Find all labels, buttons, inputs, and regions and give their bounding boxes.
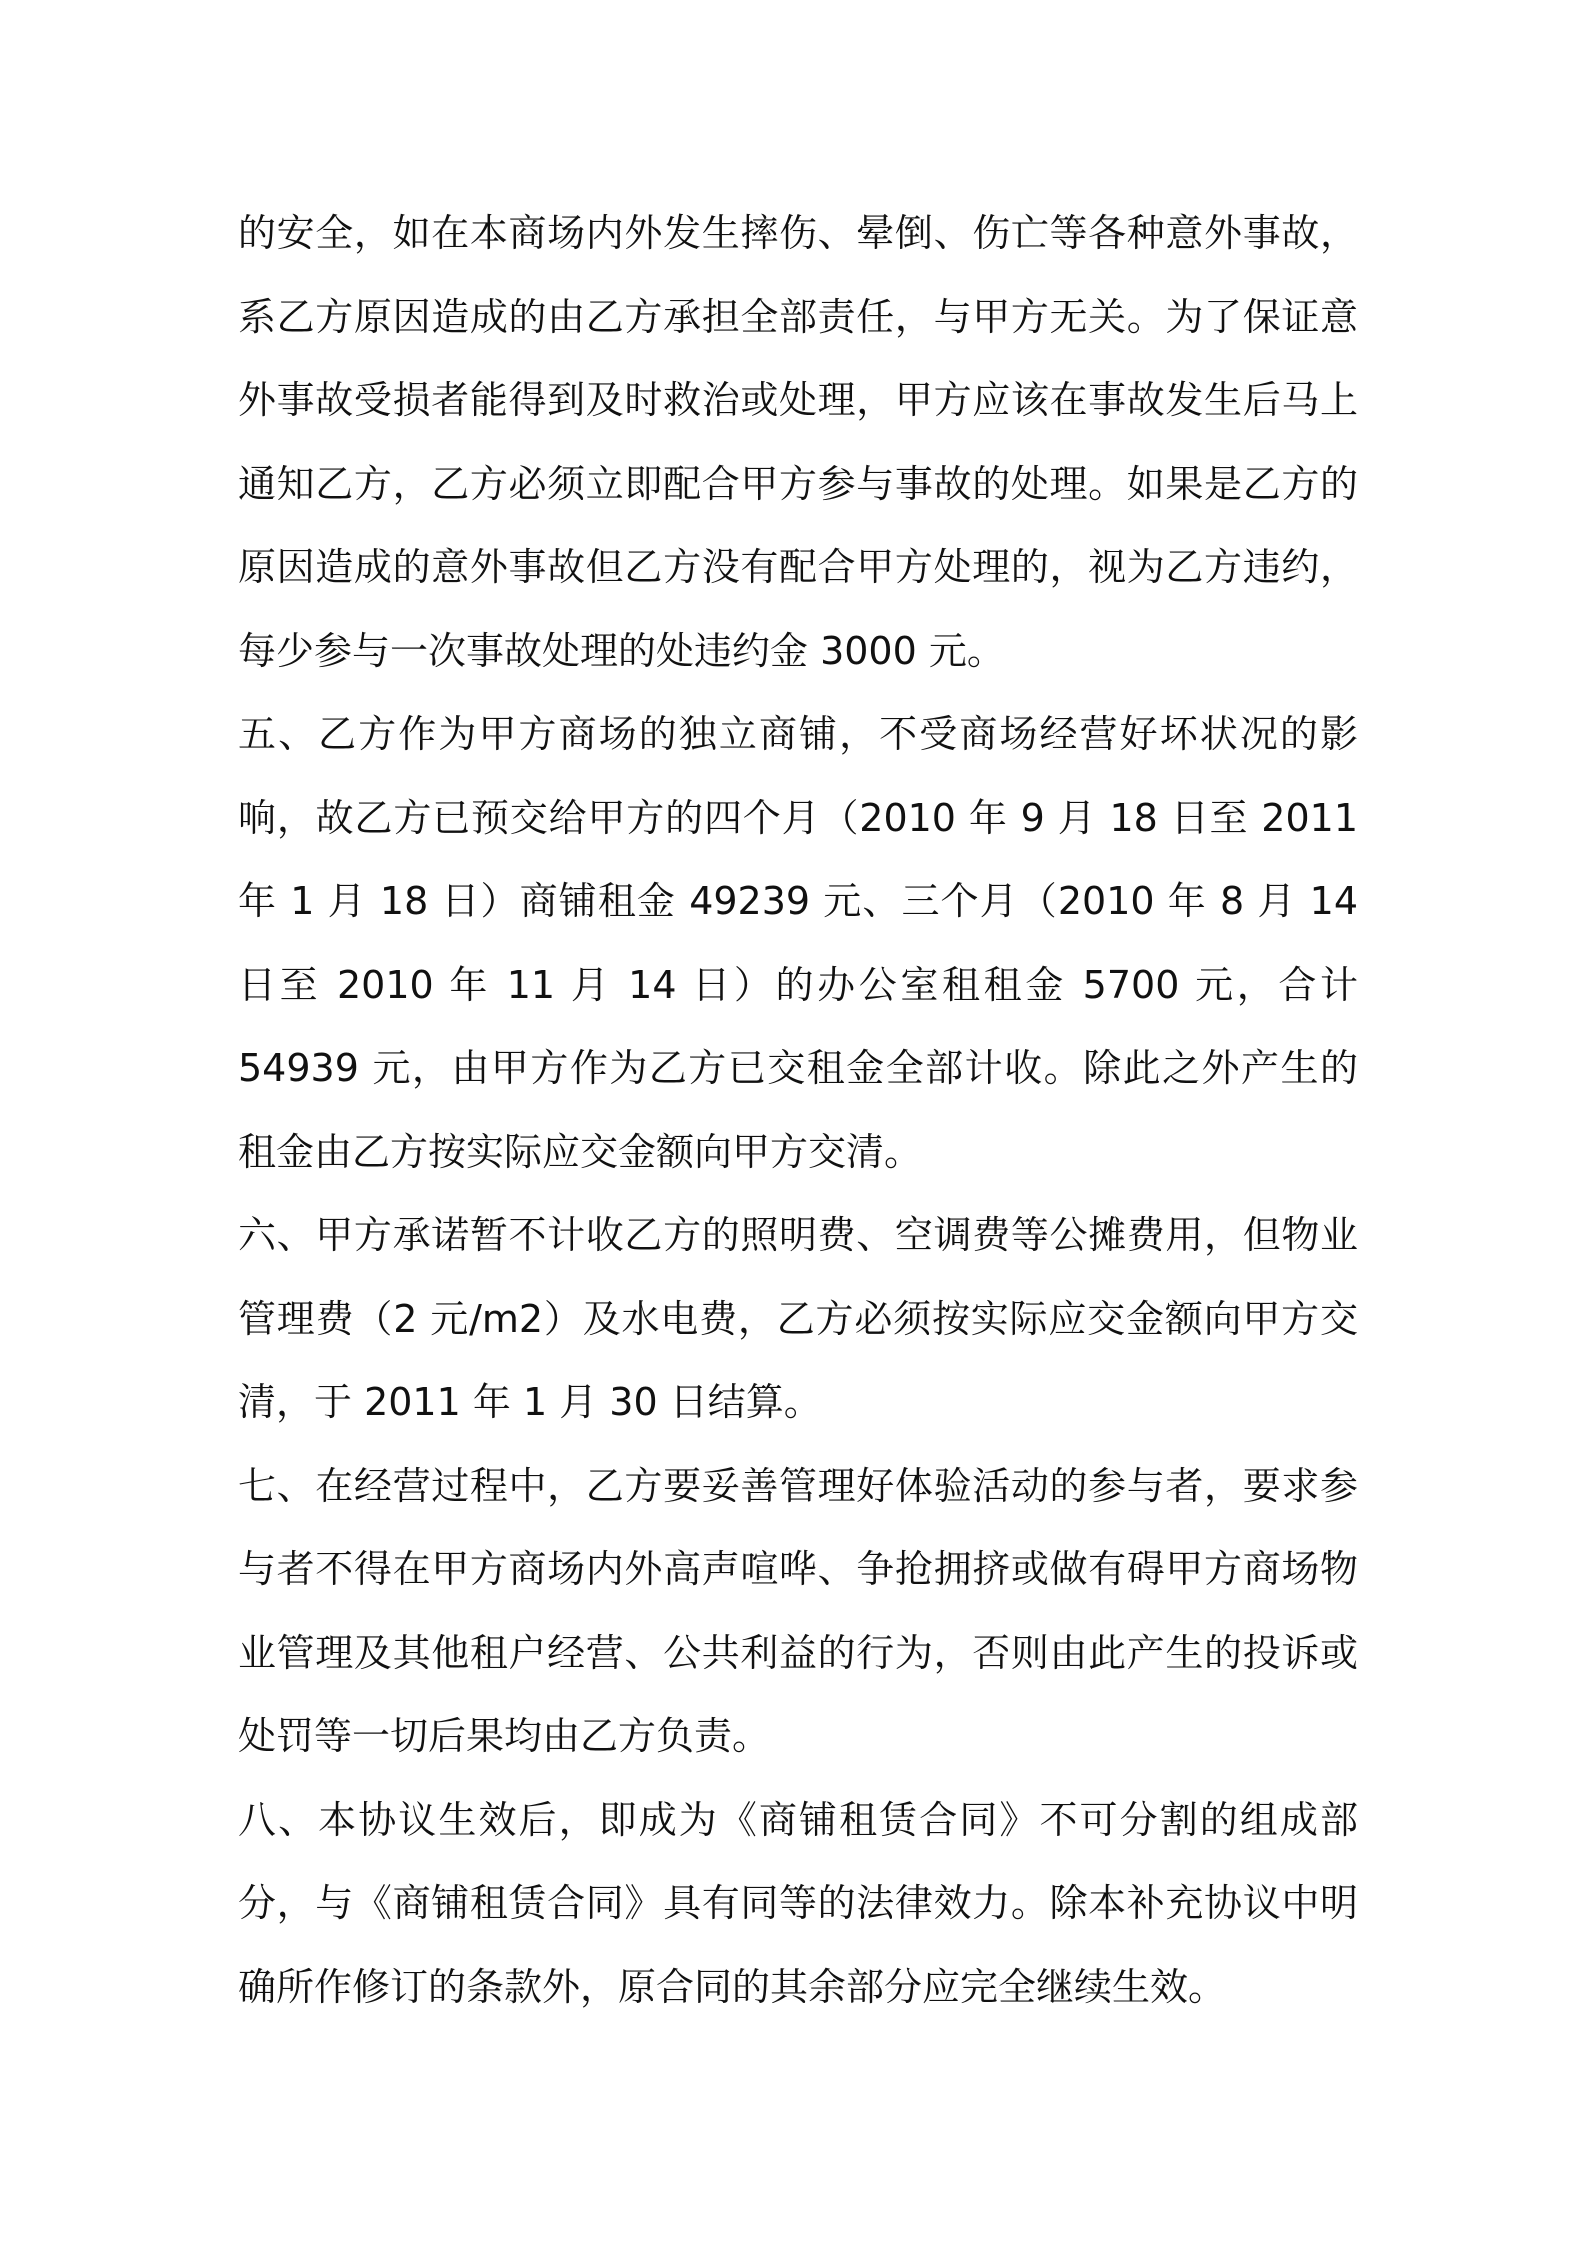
paragraph-clause-5: 五、乙方作为甲方商场的独立商铺，不受商场经营好坏状况的影响，故乙方已预交给甲方的四个月（2010 年 9 月 18 日至 2011 年 1 月 18 日）商铺租金 49239 元、三个月（2010 年 8 月 14 日至 2010 年 11 月 14 日）的办公室租租金 5700 元，合计 54939 元，由甲方作为乙方已交租金全部计收。除此之外产生的租金由乙方按实际应交金额向甲方交清。 bbox=[238, 712, 1358, 1174]
document-body bbox=[238, 192, 1358, 2029]
paragraph-clause-6: 六、甲方承诺暂不计收乙方的照明费、空调费等公摊费用，但物业管理费（2 元/m2）及水电费，乙方必须按实际应交金额向甲方交清，于 2011 年 1 月 30 日结算。 bbox=[238, 1213, 1358, 1424]
paragraph-accident-liability: 的安全，如在本商场内外发生摔伤、晕倒、伤亡等各种意外事故，系乙方原因造成的由乙方承担全部责任，与甲方无关。为了保证意外事故受损者能得到及时救治或处理，甲方应该在事故发生后马上通知乙方，乙方必须立即配合甲方参与事故的处理。如果是乙方的原因造成的意外事故但乙方没有配合甲方处理的，视为乙方违约，每少参与一次事故处理的处违约金 3000 元。 bbox=[238, 211, 1358, 673]
paragraph-clause-8: 八、本协议生效后，即成为《商铺租赁合同》不可分割的组成部分，与《商铺租赁合同》具有同等的法律效力。除本补充协议中明确所作修订的条款外，原合同的其余部分应完全继续生效。 bbox=[238, 1797, 1358, 2009]
paragraph-clause-7: 七、在经营过程中，乙方要妥善管理好体验活动的参与者，要求参与者不得在甲方商场内外高声喧哗、争抢拥挤或做有碍甲方商场物业管理及其他租户经营、公共利益的行为，否则由此产生的投诉或处罚等一切后果均由乙方负责。 bbox=[238, 1463, 1358, 1758]
